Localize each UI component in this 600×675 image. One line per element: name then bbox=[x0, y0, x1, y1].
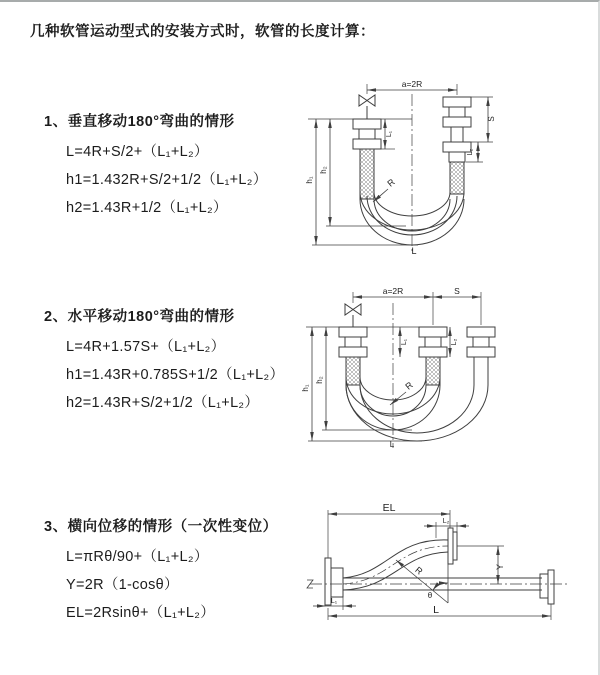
dim-label-l2: L₂ bbox=[451, 338, 458, 346]
section3-formula-Y: Y=2R（1-cosθ） bbox=[66, 577, 179, 593]
right-pipe-flange bbox=[443, 97, 471, 194]
d1-structure bbox=[353, 94, 471, 254]
dim-label-h1: h₁ bbox=[301, 384, 310, 392]
dim-label-l1: L₁ bbox=[401, 338, 408, 346]
section2-formula-h1: h1=1.43R+0.785S+1/2（L₁+L₂） bbox=[66, 367, 285, 383]
dim-label-l1: L₁ bbox=[330, 598, 338, 605]
dim-label-s: S bbox=[487, 116, 496, 122]
mid-pipe-flange bbox=[419, 327, 447, 385]
hose-bend-arcs bbox=[346, 377, 488, 441]
diagram-horizontal-180 bbox=[300, 280, 550, 455]
d2-structure bbox=[339, 303, 495, 448]
length-label: L bbox=[411, 246, 417, 256]
angle-label: θ bbox=[427, 591, 433, 600]
radius-label: R bbox=[413, 564, 425, 577]
dim-label-a2r: a=2R bbox=[382, 286, 404, 296]
dim-label-h1: h₁ bbox=[305, 176, 314, 184]
radius-label: R bbox=[385, 176, 397, 189]
dim-label-l2: L₂ bbox=[442, 518, 450, 525]
section2-heading: 2、水平移动180°弯曲的情形 bbox=[44, 309, 235, 325]
diagram-vertical-180 bbox=[300, 68, 535, 263]
diagram-lateral-displacement bbox=[296, 500, 586, 662]
left-pipe-flange bbox=[339, 327, 367, 385]
length-label: L bbox=[389, 440, 395, 449]
valve-icon bbox=[345, 304, 361, 315]
section3-heading: 3、横向位移的情形（一次性变位） bbox=[44, 519, 278, 535]
dim-label-l2: L₂ bbox=[467, 148, 474, 156]
upper-flange bbox=[448, 528, 457, 564]
s-curve-hose bbox=[343, 540, 448, 590]
left-pipe-flange bbox=[353, 119, 381, 199]
section1-formula-h1: h1=1.432R+S/2+1/2（L₁+L₂） bbox=[66, 172, 268, 188]
d3-structure bbox=[307, 528, 568, 605]
length-label: L bbox=[433, 604, 439, 616]
section2-formula-L: L=4R+1.57S+（L₁+L₂） bbox=[66, 339, 226, 355]
dim-label-y: Y bbox=[495, 563, 505, 571]
shifted-pipe-flange bbox=[467, 327, 495, 385]
radius-label: R bbox=[403, 379, 415, 392]
section3-formula-EL: EL=2Rsinθ+（L₁+L₂） bbox=[66, 605, 216, 621]
section3-formula-L: L=πRθ/90+（L₁+L₂） bbox=[66, 549, 209, 565]
right-flange bbox=[540, 570, 554, 604]
section1-formula-h2: h2=1.43R+1/2（L₁+L₂） bbox=[66, 200, 228, 216]
section1-heading: 1、垂直移动180°弯曲的情形 bbox=[44, 114, 235, 130]
page-title: 几种软管运动型式的安装方式时，软管的长度计算： bbox=[30, 24, 375, 40]
dim-label-h2: h₂ bbox=[315, 376, 324, 384]
dim-label-h2: h₂ bbox=[319, 166, 328, 174]
section2-formula-h2: h2=1.43R+S/2+1/2（L₁+L₂） bbox=[66, 395, 260, 411]
dim-label-a2r: a=2R bbox=[401, 79, 423, 89]
d3-dimensions bbox=[313, 510, 551, 620]
valve-icon bbox=[359, 95, 375, 106]
dim-label-l1: L₁ bbox=[386, 130, 393, 138]
dim-label-s: S bbox=[454, 286, 460, 296]
section1-formula-L: L=4R+S/2+（L₁+L₂） bbox=[66, 144, 209, 160]
dim-label-el: EL bbox=[382, 502, 396, 514]
d2-dimensions bbox=[306, 292, 481, 441]
